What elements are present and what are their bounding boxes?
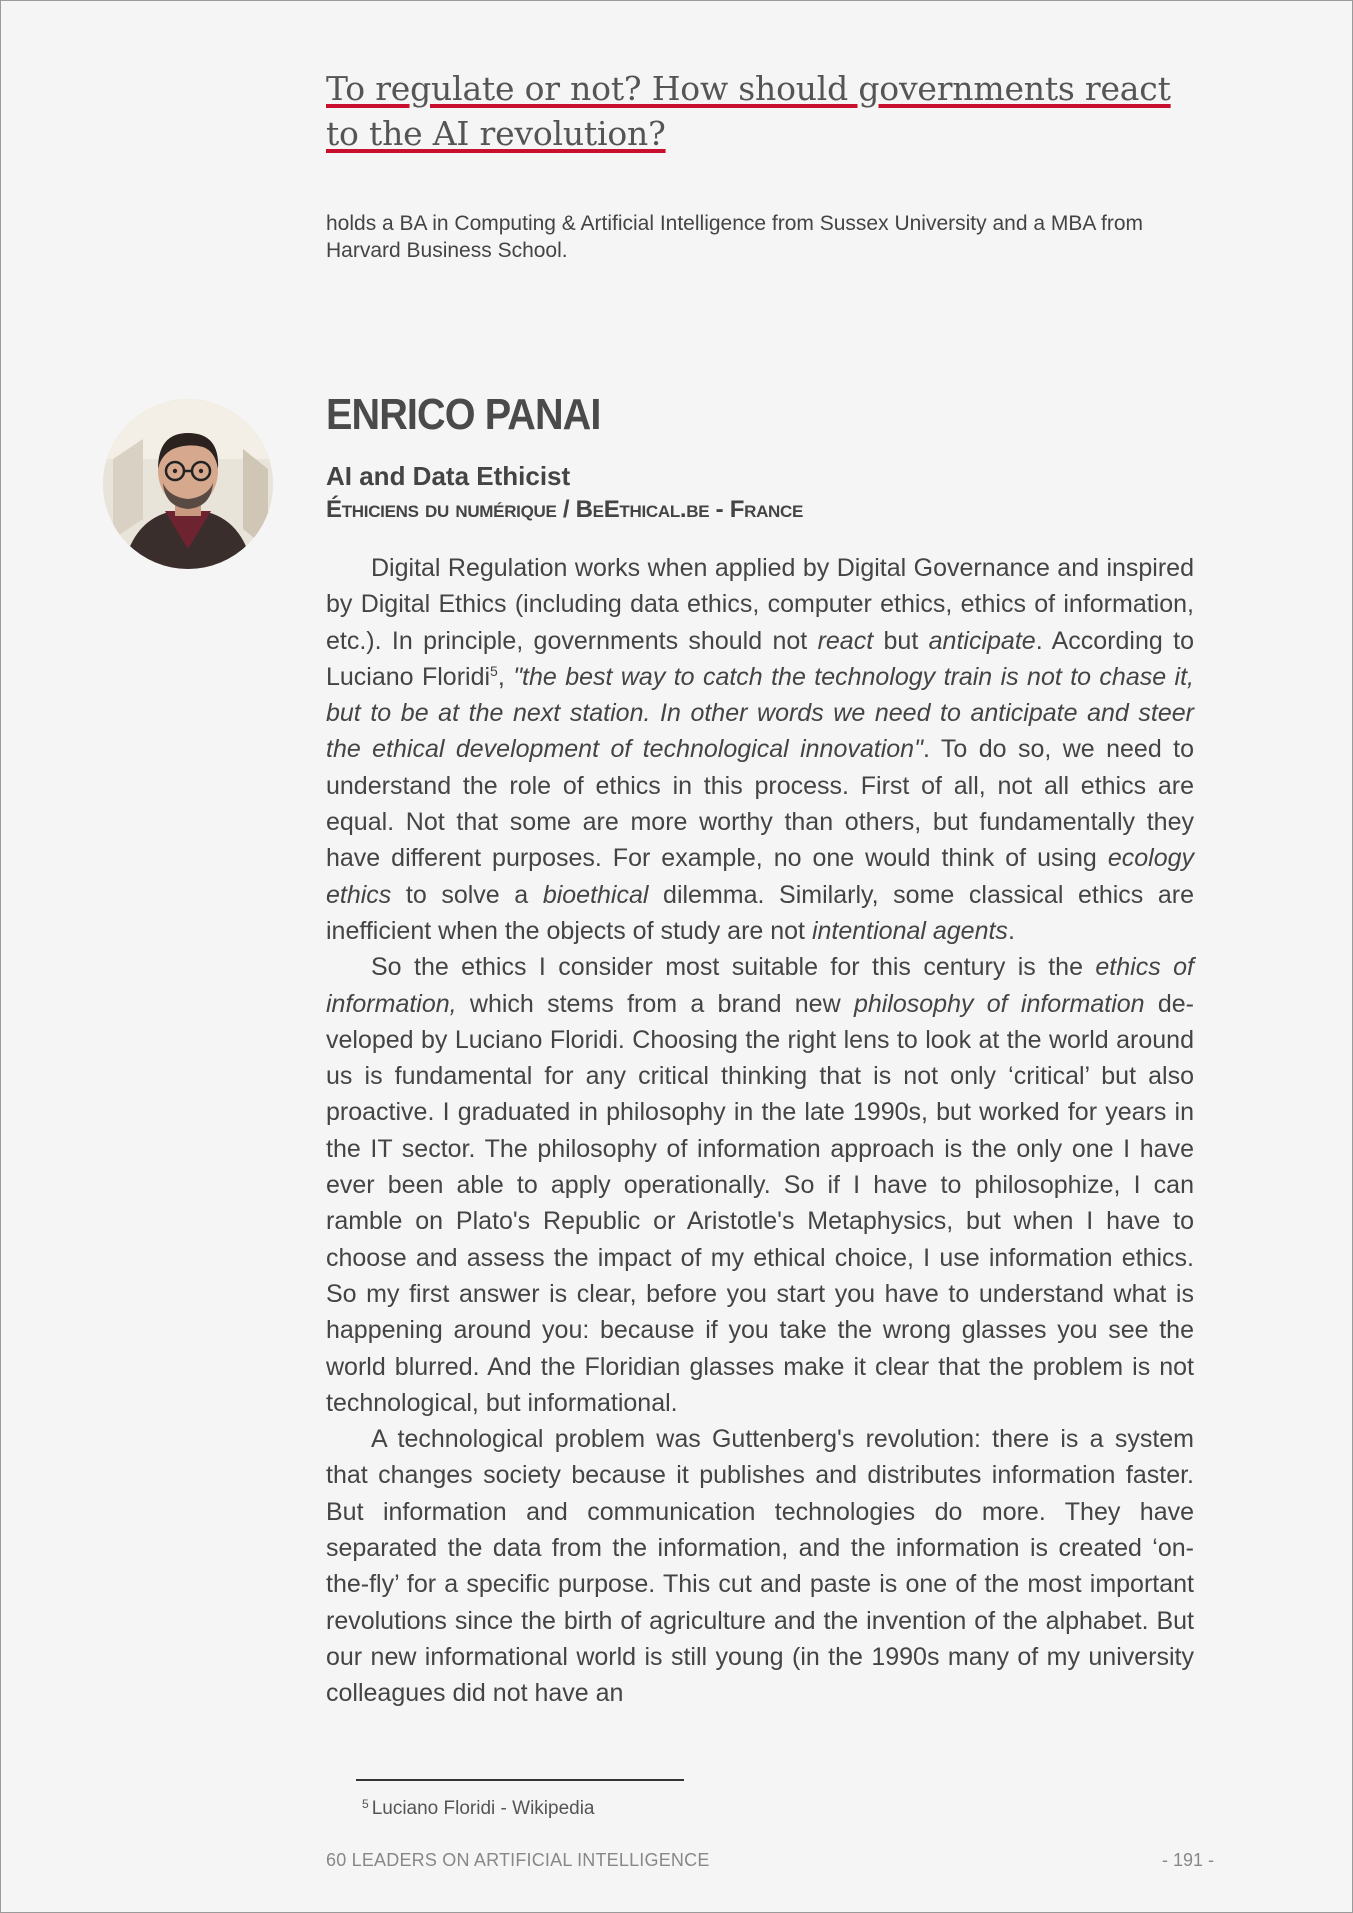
floridi-quote: "the best way to catch the technology train is not to chase it, but to be at the next station. In other words we need to anticipate and steer the ethical development of technological innovation"	[326, 662, 1194, 764]
footnote-reference: 5	[490, 662, 498, 679]
paragraph-1: Digital Regulation works when applied by Digital Governance and inspired by Digital Ethics (including data ethics, computer ethics, ethics of information, etc.). In principle, governments should not react but anticipate. According to Luciano Floridi$^5$, "the best way to catch the technology train is not to chase it, but to be at the next station. In other words we need to anticipate and steer the ethical development of technological innovation". To do so, we need to understand the role of ethics in this process. First of all, not all ethics are equal. Not that some are more worthy than others, but fundamentally they have different purposes. For example, no one would think of using ecology ethics to solve a bioethical dilemma. Similarly, some classical ethics are inefficient when the objects of study are not intentional agents.	[326, 554, 1195, 945]
footer-book-title: 60 LEADERS ON ARTIFICIAL INTELLIGENCE	[326, 1850, 710, 1870]
paragraph-2: So the ethics I consider most suitable for this century is the ethics of information, which stems from a brand new philosophy of information developed by Luciano Floridi. Choosing the right lens to look at the world around us is fundamental for any critical thinking that is not only ‘critical’ but also proactive. I graduated in philosophy in the late 1990s, but worked for years in the IT sector. The philosophy of information approach is the only one I have ever been able to apply operationally. So if I have to philosophize, I can ramble on Plato's Republic or Aristotle's Metaphysics, but when I have to choose and assess the impact of my ethical choice, I use information ethics. So my first answer is clear, before you start you have to understand what is happening around you: because if you take the wrong glasses you see the world blurred. And the Floridian glasses make it clear that the problem is not technological, but informational.	[326, 953, 1194, 1417]
author-name: ENRICO PANAI	[326, 390, 601, 439]
paragraph-3: A technological problem was Guttenberg's revolution: there is a system that changes society because it publishes and distributes information faster. But information and communication technologies do more. They have separated the data from the information, and the information is created ‘on-the-fly’ for a specific purpose. This cut and paste is one of the most important revolutions since the birth of agriculture and the invention of the alphabet. But our new informational world is still young (in the 1990s many of my university colleagues did not have an	[326, 1425, 1194, 1708]
author-role: AI and Data Ethicist	[326, 461, 571, 491]
previous-author-bio: holds a BA in Computing & Artificial Intelligence from Sussex University and a MBA from Harvard Business School.	[326, 212, 1144, 262]
footnote	[362, 1791, 595, 1822]
footer-page-number: - 191 -	[1162, 1850, 1215, 1870]
page-title: To regulate or not? How should governments react to the AI revolution?	[326, 69, 1171, 153]
footnote-link[interactable]: Luciano Floridi - Wikipedia	[371, 1798, 595, 1819]
footnote-number: 5	[362, 1797, 369, 1811]
author-avatar	[103, 399, 273, 569]
footnote-divider	[356, 1779, 684, 1781]
article-body	[326, 550, 1194, 1712]
author-portrait-image	[103, 399, 273, 569]
author-organization: Éthiciens du numérique / BeEthical.be - France	[326, 496, 804, 523]
